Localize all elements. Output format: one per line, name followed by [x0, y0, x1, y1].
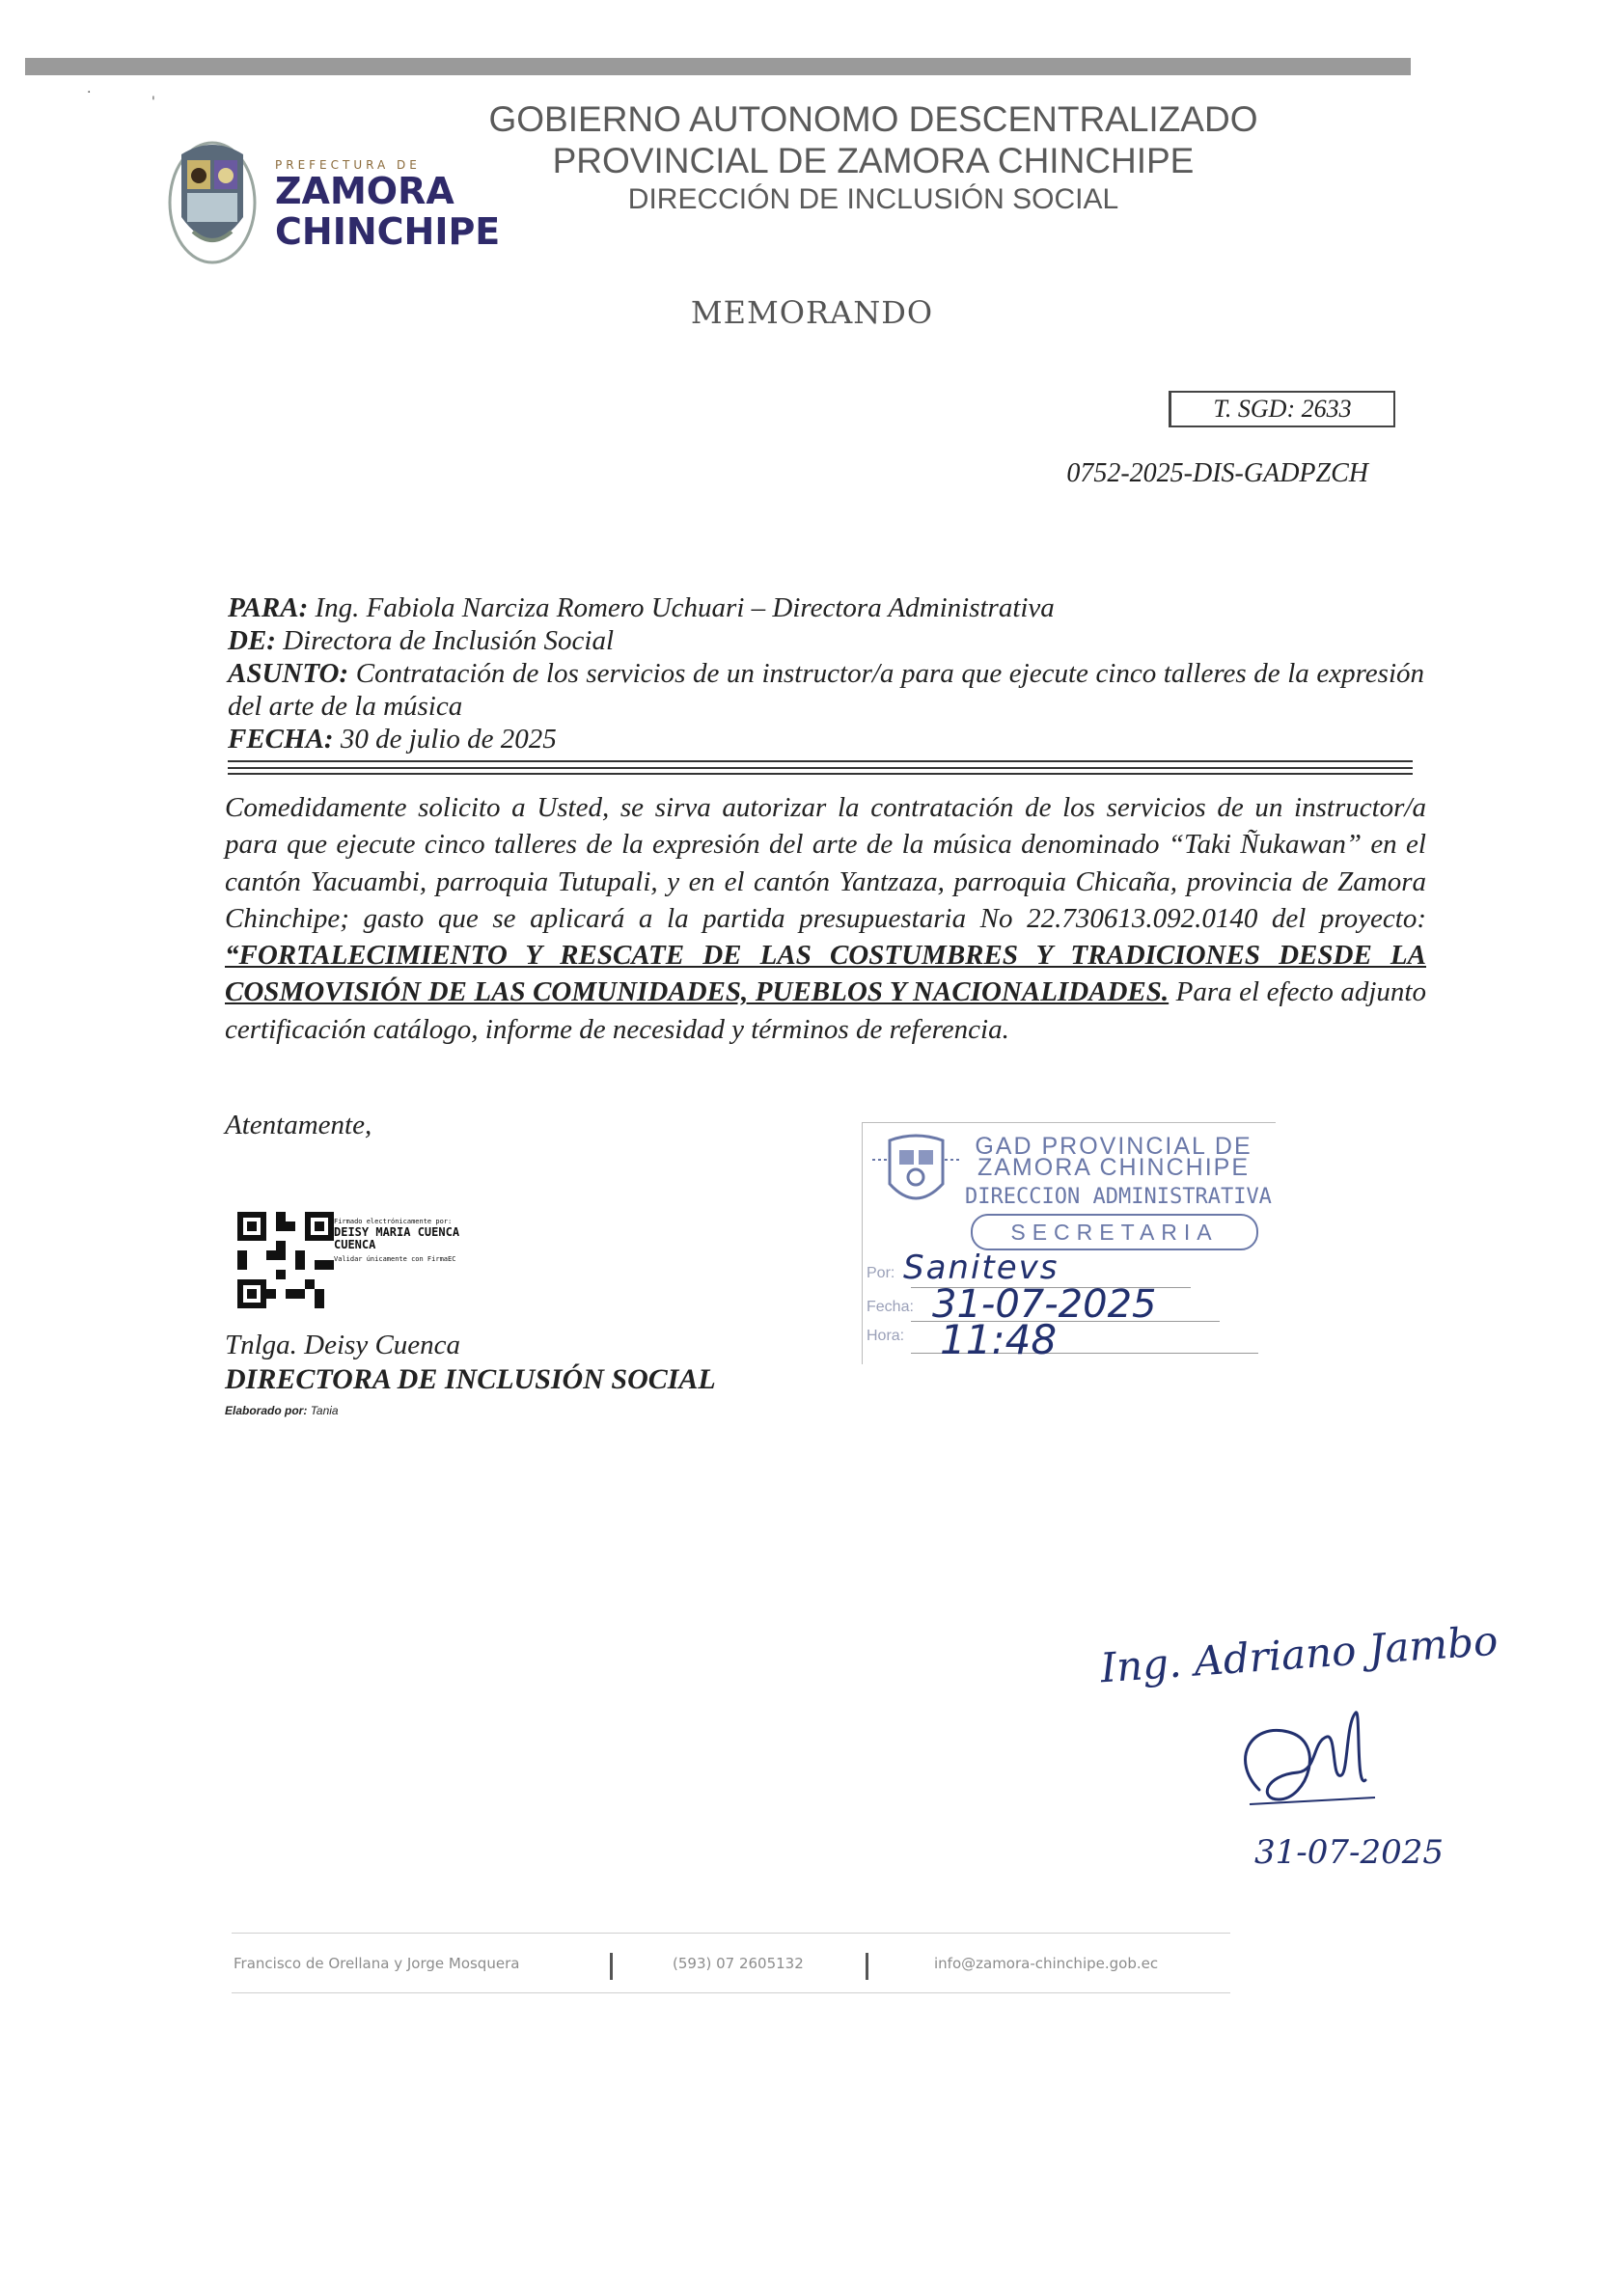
fecha-value: 30 de julio de 2025 — [340, 724, 557, 755]
handwritten-signature-icon — [1221, 1684, 1385, 1828]
stamp-por-label: Por: — [867, 1265, 895, 1281]
prepared-name: Tania — [310, 1404, 339, 1417]
fecha-label: FECHA: — [228, 724, 334, 755]
tsgd-box: T. SGD: 2633 — [1169, 391, 1395, 427]
footer-separator — [866, 1953, 868, 1980]
fecha-field — [228, 723, 1424, 755]
prepared-label: Elaborado por: — [225, 1404, 308, 1417]
de-value: Directora de Inclusión Social — [283, 625, 615, 656]
stamp-line2: ZAMORA CHINCHIPE — [977, 1154, 1251, 1181]
asunto-label: ASUNTO: — [228, 658, 349, 689]
divider-line — [228, 767, 1413, 769]
footer-phone: (593) 07 2605132 — [673, 1955, 804, 1972]
body-text-before: Comedidamente solicito a Usted, se sirva autorizar la contratación de los servicios de un instructor/a para que ejecute cinco talleres de la expresión del arte de la música denominado “Taki Ñukawan” en el cantón Yacuambi, parroquia Tutupali, y en el cantón Yantzaza, parroquia Chicaña, provincia de Zamora Chinchipe; gasto que se aplicará a la partida presupuestaria No 22.730613.092.0140 del proyecto: — [225, 792, 1426, 934]
prepared-by — [225, 1404, 339, 1417]
para-value: Ing. Fabiola Narciza Romero Uchuari – Directora Administrativa — [315, 592, 1055, 623]
para-label: PARA: — [228, 592, 309, 623]
footer-email: info@zamora-chinchipe.gob.ec — [934, 1955, 1159, 1972]
signer-name: Tnlga. Deisy Cuenca — [225, 1330, 461, 1360]
asunto-value: Contratación de los servicios de un instructor/a para que ejecute cinco talleres de la expresión del arte de la música — [228, 658, 1425, 722]
scan-speck: · — [87, 85, 92, 100]
footer-separator — [610, 1953, 613, 1980]
footer-rule — [232, 1933, 1230, 1934]
header-line1: GOBIERNO AUTONOMO DESCENTRALIZADO — [488, 99, 1258, 139]
stamp-line3: DIRECCION ADMINISTRATIVA — [965, 1185, 1272, 1209]
scan-speck: ' — [151, 95, 155, 110]
stamp-hora-label: Hora: — [867, 1328, 905, 1344]
logo-title-line2: CHINCHIPE — [275, 210, 501, 253]
logo-small-text: PREFECTURA DE — [275, 158, 421, 172]
stamp-emblem-icon — [870, 1131, 962, 1213]
signer-title: DIRECTORA DE INCLUSIÓN SOCIAL — [225, 1363, 716, 1395]
stamp-handwritten-por: Sanitevs — [903, 1249, 1060, 1287]
project-name: “FORTALECIMIENTO Y RESCATE DE LAS COSTUMBRES Y TRADICIONES DESDE LA COSMOVISIÓN DE LAS COMUNIDADES, PUEBLOS Y NACIONALIDADES. — [225, 940, 1426, 1008]
logo-title-line1: ZAMORA — [275, 170, 454, 212]
handwritten-approver-name: Ing. Adriano Jambo — [1098, 1616, 1500, 1692]
para-field — [228, 591, 1424, 624]
de-field — [228, 624, 1424, 657]
header-line3: DIRECCIÓN DE INCLUSIÓN SOCIAL — [627, 183, 1119, 215]
stamp-fecha-label: Fecha: — [867, 1299, 914, 1315]
scan-top-bar — [25, 58, 1411, 75]
stamp-handwritten-hora: 11:48 — [940, 1316, 1058, 1363]
closing: Atentamente, — [225, 1110, 372, 1140]
divider-line — [228, 760, 1413, 762]
stamp-line1: GAD PROVINCIAL DE — [975, 1133, 1252, 1160]
memo-body — [225, 789, 1426, 1048]
reception-stamp — [862, 1122, 1276, 1364]
coat-of-arms-icon — [154, 125, 270, 280]
qr-code-icon — [237, 1212, 334, 1308]
de-label: DE: — [228, 625, 276, 656]
prefectura-logo — [154, 125, 501, 280]
footer-rule — [232, 1992, 1230, 1993]
document-title: MEMORANDO — [690, 294, 934, 331]
asunto-field — [228, 657, 1424, 723]
footer-address: Francisco de Orellana y Jorge Mosquera — [234, 1955, 520, 1972]
handwritten-approval-date: 31-07-2025 — [1254, 1833, 1445, 1872]
electronic-signature — [334, 1218, 546, 1267]
esig-name-line2: CUENCA — [334, 1238, 376, 1251]
divider-line — [228, 773, 1413, 775]
esig-validate: Validar únicamente con FirmaEC — [334, 1255, 456, 1263]
stamp-handwritten-fecha: 31-07-2025 — [932, 1282, 1157, 1327]
stamp-secretaria-box: SECRETARIA — [971, 1214, 1258, 1250]
esig-name-line1: DEISY MARIA CUENCA — [334, 1225, 460, 1239]
header-line2: PROVINCIAL DE ZAMORA CHINCHIPE — [552, 141, 1195, 180]
memo-number: 0752-2025-DIS-GADPZCH — [1066, 458, 1368, 488]
esig-caption: Firmado electrónicamente por: — [334, 1218, 453, 1225]
body-text-after: Para el efecto adjunto certificación catálogo, informe de necesidad y términos de referencia. — [225, 976, 1426, 1045]
